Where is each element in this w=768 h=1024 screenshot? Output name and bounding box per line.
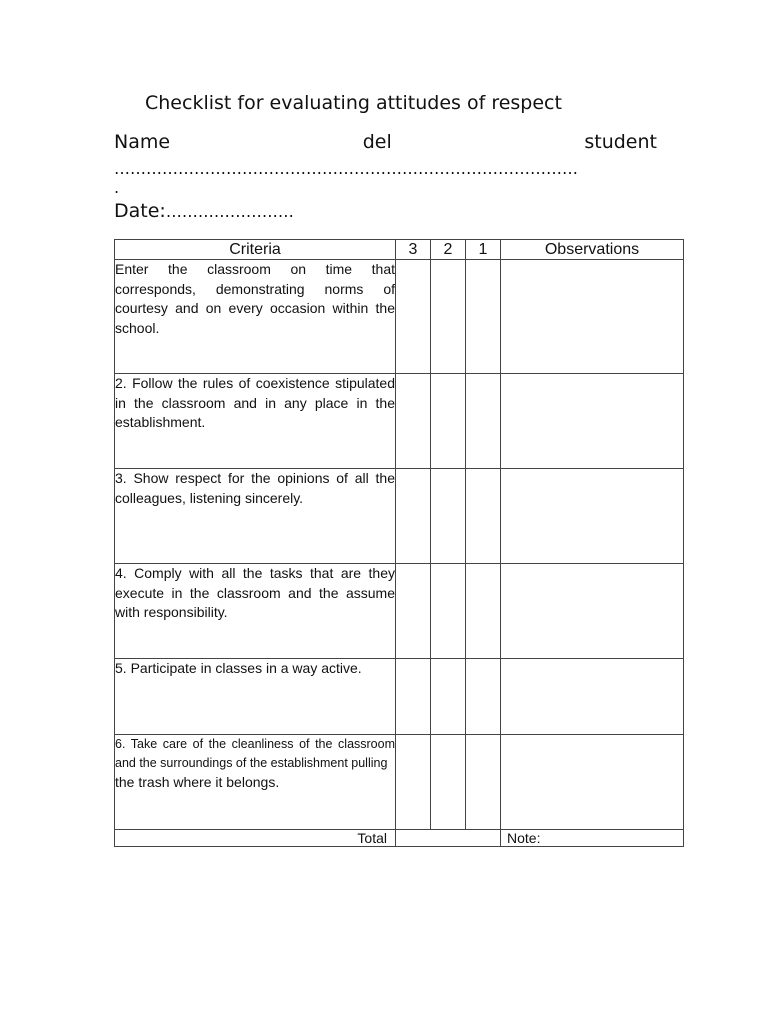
score-1-cell[interactable] <box>466 735 501 830</box>
criteria-cell <box>115 659 396 735</box>
criteria-text: 5. Participate in classes in a way active. <box>115 660 362 676</box>
criteria-cell <box>115 260 396 374</box>
score-3-cell[interactable] <box>396 469 431 564</box>
table-row <box>115 735 684 830</box>
criteria-cell <box>115 469 396 564</box>
score-2-cell[interactable] <box>431 374 466 469</box>
score-1-cell[interactable] <box>466 469 501 564</box>
evaluation-table <box>114 239 684 847</box>
score-2-cell[interactable] <box>431 564 466 659</box>
score-1-cell[interactable] <box>466 374 501 469</box>
criteria-text: 2. Follow the rules of coexistence stipulated in the classroom and in any place in the establishment. <box>115 375 395 430</box>
score-3-cell[interactable] <box>396 374 431 469</box>
score-1-cell[interactable] <box>466 564 501 659</box>
criteria-text: Enter the classroom on time that corresponds, demonstrating norms of courtesy and on every occasion within the school. <box>115 261 395 336</box>
score-3-cell[interactable] <box>396 564 431 659</box>
header-score-1: 1 <box>466 240 501 260</box>
table-row <box>115 659 684 735</box>
header-observations: Observations <box>501 240 684 260</box>
score-1-cell[interactable] <box>466 260 501 374</box>
score-2-cell[interactable] <box>431 659 466 735</box>
table-row <box>115 564 684 659</box>
student-name-blank-tail: . <box>114 178 120 197</box>
score-2-cell[interactable] <box>431 469 466 564</box>
date-line <box>114 200 294 222</box>
total-label: Total <box>115 830 396 847</box>
observations-cell[interactable] <box>501 564 684 659</box>
table-row <box>115 374 684 469</box>
note-label: Note: <box>501 830 684 847</box>
observations-cell[interactable] <box>501 374 684 469</box>
criteria-cell <box>115 735 396 830</box>
observations-cell[interactable] <box>501 260 684 374</box>
score-1-cell[interactable] <box>466 659 501 735</box>
score-2-cell[interactable] <box>431 735 466 830</box>
observations-cell[interactable] <box>501 469 684 564</box>
date-label: Date: <box>114 200 166 222</box>
criteria-text: 4. Comply with all the tasks that are they execute in the classroom and the assume with responsibility. <box>115 565 395 620</box>
header-score-2: 2 <box>431 240 466 260</box>
name-label-word-1: Name <box>114 131 171 153</box>
student-name-blank: …………………………………………………………………………… <box>114 159 578 178</box>
score-3-cell[interactable] <box>396 260 431 374</box>
observations-cell[interactable] <box>501 659 684 735</box>
table-row <box>115 469 684 564</box>
page-title: Checklist for evaluating attitudes of respect <box>145 92 562 114</box>
name-label-word-3: student <box>584 131 657 153</box>
score-3-cell[interactable] <box>396 735 431 830</box>
table-row <box>115 260 684 374</box>
name-label-word-2: del <box>362 131 392 153</box>
total-value-cell[interactable] <box>396 830 501 847</box>
score-2-cell[interactable] <box>431 260 466 374</box>
criteria-text-last-line: the trash where it belongs. <box>115 774 280 790</box>
criteria-text: 3. Show respect for the opinions of all the colleagues, listening sincerely. <box>115 470 395 506</box>
header-score-3: 3 <box>396 240 431 260</box>
total-row <box>115 830 684 847</box>
criteria-cell <box>115 374 396 469</box>
student-name-line <box>114 131 657 153</box>
criteria-cell <box>115 564 396 659</box>
criteria-text: 6. Take care of the cleanliness of the classroom and the surroundings of the establishment pulling <box>115 737 395 770</box>
table-header-row <box>115 240 684 260</box>
date-blank: …………………… <box>165 202 294 221</box>
observations-cell[interactable] <box>501 735 684 830</box>
score-3-cell[interactable] <box>396 659 431 735</box>
header-criteria: Criteria <box>115 240 396 260</box>
